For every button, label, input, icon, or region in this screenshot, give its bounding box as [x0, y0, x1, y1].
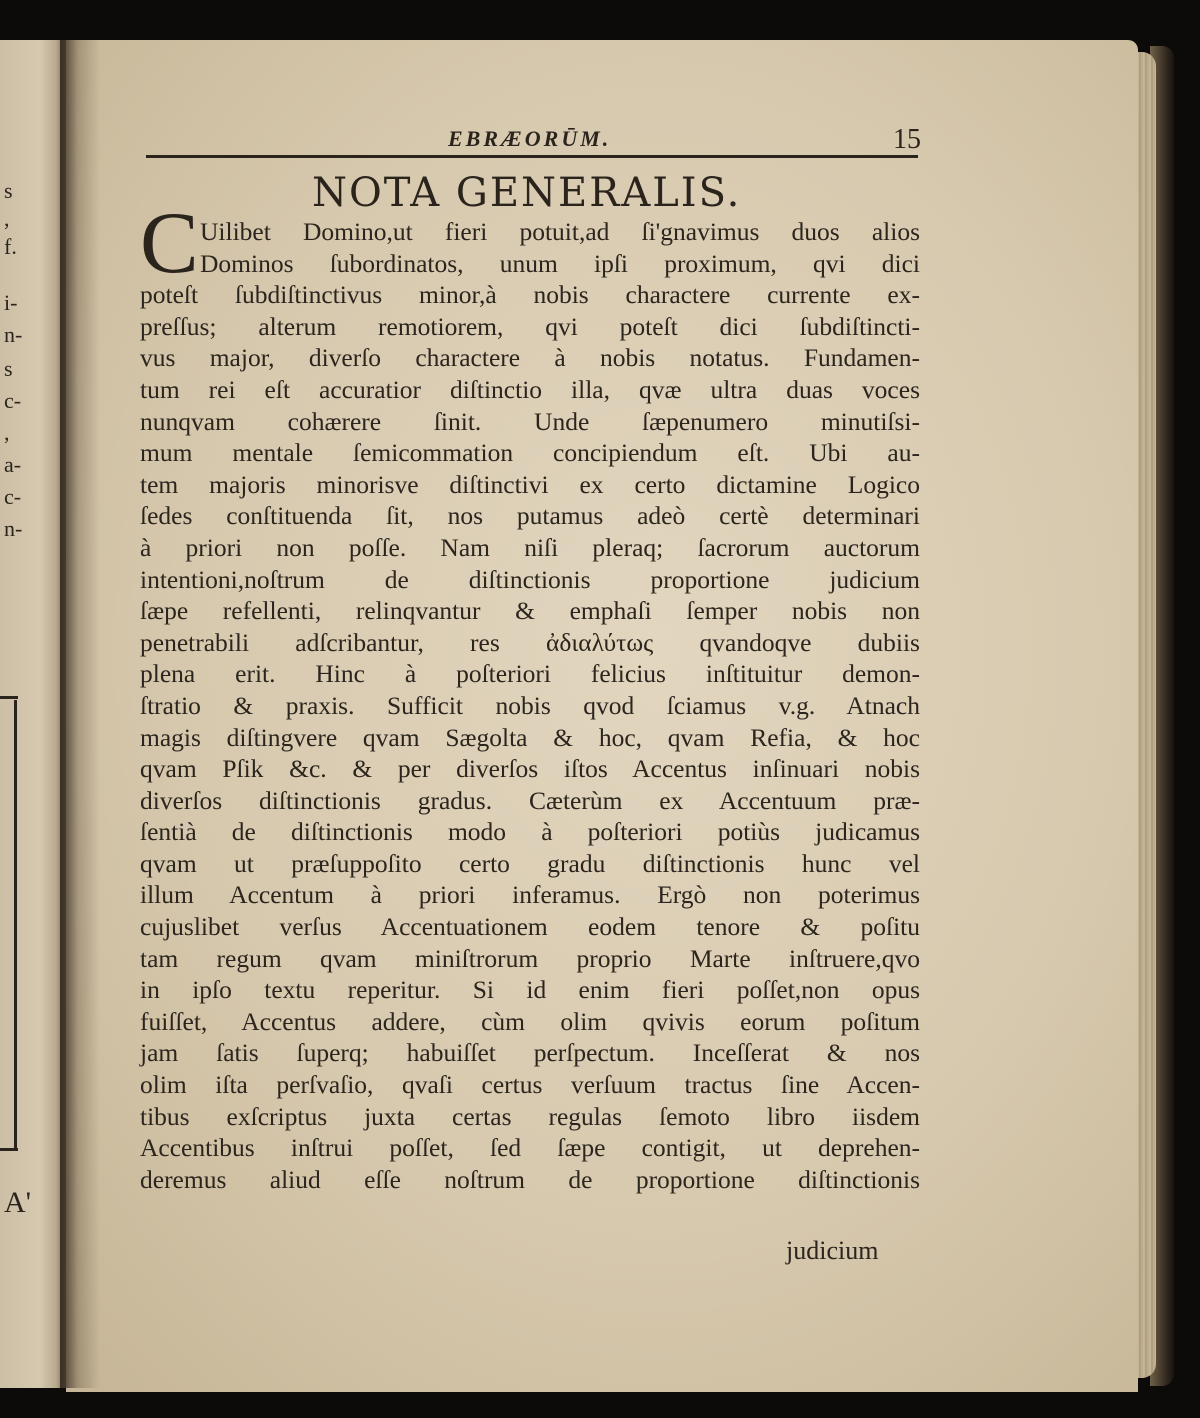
text-line: à priori non poſſe. Nam niſi pleraq; ſacrorum auctorum — [140, 532, 920, 562]
section-title: NOTA GENERALIS. — [312, 170, 742, 216]
text-line: tam regum qvam miniſtrorum proprio Marte inſtruere,qvo — [140, 943, 920, 973]
text-line: cujuslibet verſus Accentuationem eodem tenore & poſitu — [140, 912, 920, 942]
drop-capital: C — [140, 195, 199, 292]
body-text — [140, 216, 920, 1195]
margin-fragment: i- — [4, 290, 18, 315]
text-line: poteſt ſubdiſtinctivus minor,à nobis charactere currente ex- — [140, 280, 920, 310]
text-line: Uilibet Domino,ut fieri potuit,ad ſi'gnavimus duos alios — [200, 217, 920, 246]
running-head: EBRÆORŪM. — [448, 126, 612, 151]
text-line: magis diſtingvere qvam Sægolta & hoc, qvam Refia, & hoc — [140, 722, 920, 752]
facing-page-left — [0, 40, 66, 1388]
page-number: 15 — [893, 124, 921, 155]
text-line: Accentibus inſtrui poſſet, ſed ſæpe contigit, ut deprehen- — [140, 1133, 920, 1163]
text-line: qvam ut præſuppoſito certo gradu diſtinctionis hunc vel — [140, 848, 920, 878]
text-line: illum Accentum à priori inferamus. Ergò non poterimus — [140, 880, 920, 910]
frame-rule — [14, 700, 17, 1150]
margin-fragment: n- — [4, 322, 23, 347]
margin-fragment: c- — [4, 484, 22, 509]
text-line: ſtratio & praxis. Sufficit nobis qvod ſciamus v.g. Atnach — [140, 690, 920, 720]
margin-fragment: f. — [4, 234, 17, 259]
text-line: fuiſſet, Accentus addere, cùm olim qvivis eorum poſitum — [140, 1006, 920, 1036]
text-line: ſæpe refellenti, relinqvantur & emphaſi ſemper nobis non — [140, 596, 920, 626]
margin-fragment: , — [4, 206, 10, 231]
text-line: plena erit. Hinc à poſteriori felicius inſtituitur demon- — [140, 659, 920, 689]
text-line: Dominos ſubordinatos, unum ipſi proximum, qvi dici — [200, 248, 920, 278]
text-line: deremus aliud eſſe noſtrum de proportione diſtinctionis — [140, 1164, 920, 1194]
margin-fragment: , — [4, 420, 10, 445]
gutter-shadow — [60, 40, 100, 1388]
catchword: judicium — [786, 1236, 879, 1265]
margin-fragment: s — [4, 178, 13, 203]
text-line: ſentià de diſtinctionis modo à poſteriori potiùs judicamus — [140, 817, 920, 847]
margin-fragment: c- — [4, 388, 22, 413]
text-line: intentioni,noſtrum de diſtinctionis proportione judicium — [140, 564, 920, 594]
text-line: olim iſta perſvaſio, qvaſi certus verſuum tractus ſine Accen- — [140, 1070, 920, 1100]
text-line: penetrabili adſcribantur, res ἀδιαλύτως qvandoqve dubiis — [140, 627, 920, 657]
margin-fragment: a- — [4, 452, 22, 477]
header-rule — [146, 155, 918, 158]
text-line: tem majoris minorisve diſtinctivi ex certo dictamine Logico — [140, 469, 920, 499]
text-line: mum mentale ſemicommation concipiendum eſt. Ubi au- — [140, 438, 920, 468]
text-line: diverſos diſtinctionis gradus. Cæterùm ex Accentuum præ- — [140, 785, 920, 815]
text-line: ſedes conſtituenda ſit, nos putamus adeò certè determinari — [140, 501, 920, 531]
text-line: jam ſatis ſuperq; habuiſſet perſpectum. Inceſſerat & nos — [140, 1038, 920, 1068]
text-line: in ipſo textu reperitur. Si id enim fieri poſſet,non opus — [140, 975, 920, 1005]
text-line: nunqvam cohærere ſinit. Unde ſæpenumero minutiſsi- — [140, 406, 920, 436]
margin-fragment: A' — [4, 1186, 32, 1219]
text-line: qvam Pſik &c. & per diverſos iſtos Accentus inſinuari nobis — [140, 754, 920, 784]
text-line: preſſus; alterum remotiorem, qvi poteſt dici ſubdiſtincti- — [140, 311, 920, 341]
text-line: tum rei eſt accuratior diſtinctio illa, qvæ ultra duas voces — [140, 374, 920, 404]
text-line: tibus exſcriptus juxta certas regulas ſemoto libro iisdem — [140, 1101, 920, 1131]
frame-rule — [0, 1148, 18, 1151]
margin-fragment: n- — [4, 516, 23, 541]
text-line: vus major, diverſo charactere à nobis notatus. Fundamen- — [140, 343, 920, 373]
margin-fragment: s — [4, 356, 13, 381]
frame-rule — [0, 696, 18, 699]
